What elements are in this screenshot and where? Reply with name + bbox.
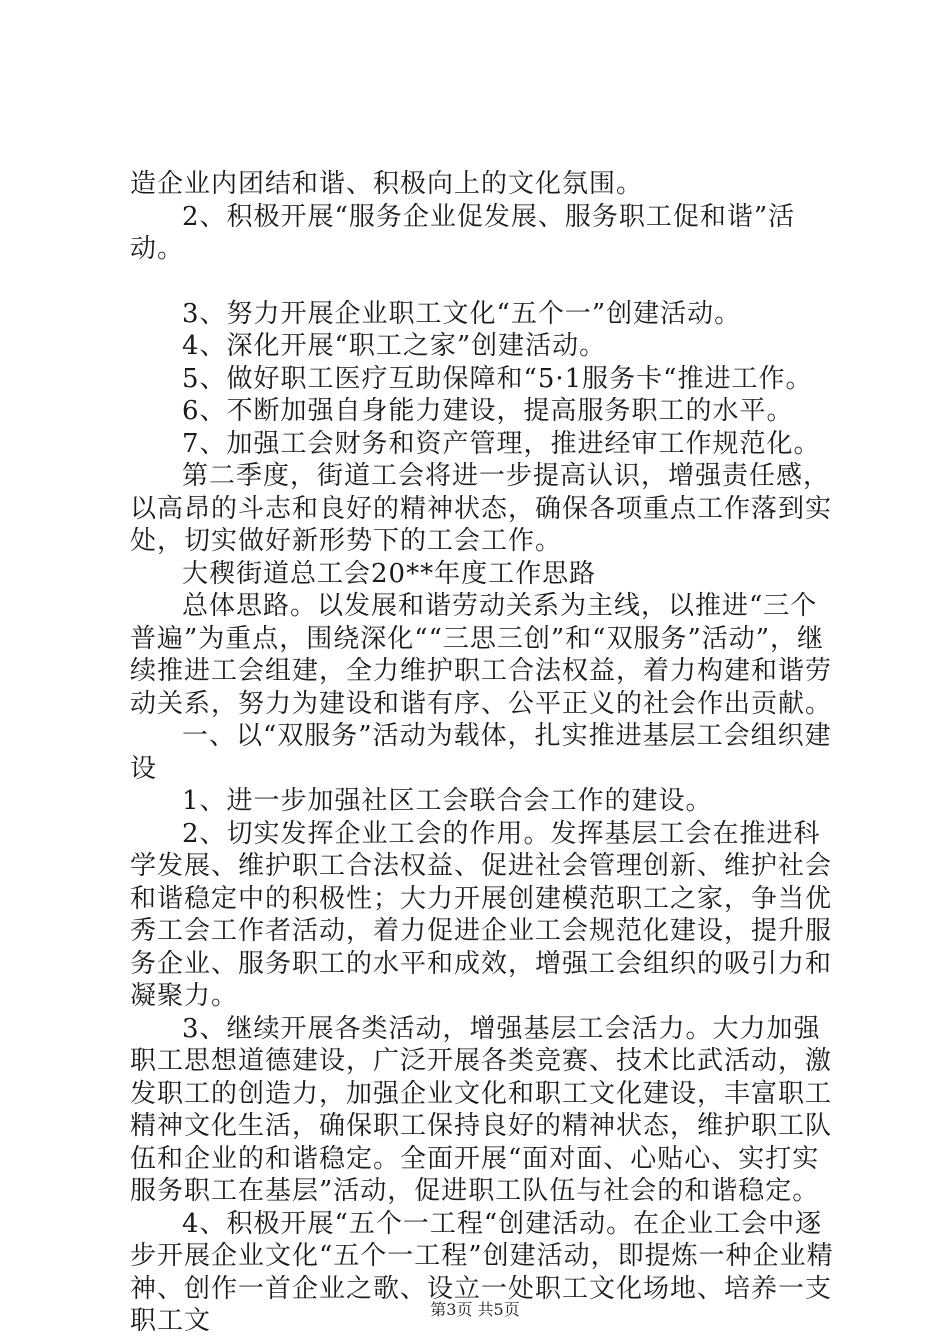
paragraph-item-3: 3、努力开展企业职工文化“五个一”创建活动。 <box>182 298 742 329</box>
paragraph-item-5: 5、做好职工医疗互助保障和“5·1服务卡“推进工作。 <box>182 363 813 394</box>
paragraph-item-6: 6、不断加强自身能力建设，提高服务职工的水平。 <box>182 396 794 426</box>
section-title: 大稧街道总工会20**年度工作思路 <box>182 558 597 589</box>
document-body <box>130 168 842 1338</box>
page-number-footer: 第3页 共5页 <box>430 1300 520 1319</box>
paragraph-point-1: 1、进一步加强社区工会联合会工作的建设。 <box>182 786 713 816</box>
paragraph-item-4: 4、深化开展“职工之家”创建活动。 <box>182 331 607 361</box>
paragraph-point-2: 2、切实发挥企业工会的作用。发挥基层工会在推进科学发展、维护职工合法权益、促进社会管理创新、维护社会和谐稳定中的积极性；大力开展创建模范职工之家，争当优秀工会工作者活动，着力促进企业工会规范化建设，提升服务企业、服务职工的水平和成效，增强工会组织的吸引力和凝聚力。 <box>130 818 833 1011</box>
section-heading-one: 一、以“双服务”活动为载体，扎实推进基层工会组织建设 <box>130 721 832 784</box>
paragraph-continuation: 造企业内团结和谐、积极向上的文化氛围。 <box>130 169 644 199</box>
paragraph-point-3: 3、继续开展各类活动，增强基层工会活力。大力加强职工思想道德建设，广泛开展各类竞赛、技术比武活动，激发职工的创造力，加强企业文化和职工文化建设，丰富职工精神文化生活，确保职工保持良好的精神状态，维护职工队伍和企业的和谐稳定。全面开展“面对面、心贴心、实打实服务职工在基层”活动，促进职工队伍与社会的和谐稳定。 <box>130 1013 833 1206</box>
paragraph-item-7: 7、加强工会财务和资产管理，推进经审工作规范化。 <box>182 428 821 459</box>
paragraph-point-4: 4、积极开展“五个一工程“创建活动。在企业工会中逐步开展企业文化“五个一工程”创建活动，即提炼一种企业精神、创作一首企业之歌、设立一处职工文化场地、培养一支职工文 <box>130 1208 834 1336</box>
paragraph-item-2: 2、积极开展“服务企业促发展、服务职工促和谐”活动。 <box>130 201 796 264</box>
paragraph-overall-approach: 总体思路。以发展和谐劳动关系为主线，以推进“三个普遍”为重点，围绕深化““三思三创”和“双服务”活动”，继续推进工会组建，全力维护职工合法权益，着力构建和谐劳动关系，努力为建设和谐有序、公平正义的社会作出贡献。 <box>130 591 833 719</box>
paragraph-second-quarter: 第二季度，街道工会将进一步提高认识，增强责任感，以高昂的斗志和良好的精神状态，确保各项重点工作落到实处，切实做好新形势下的工会工作。 <box>130 461 833 556</box>
